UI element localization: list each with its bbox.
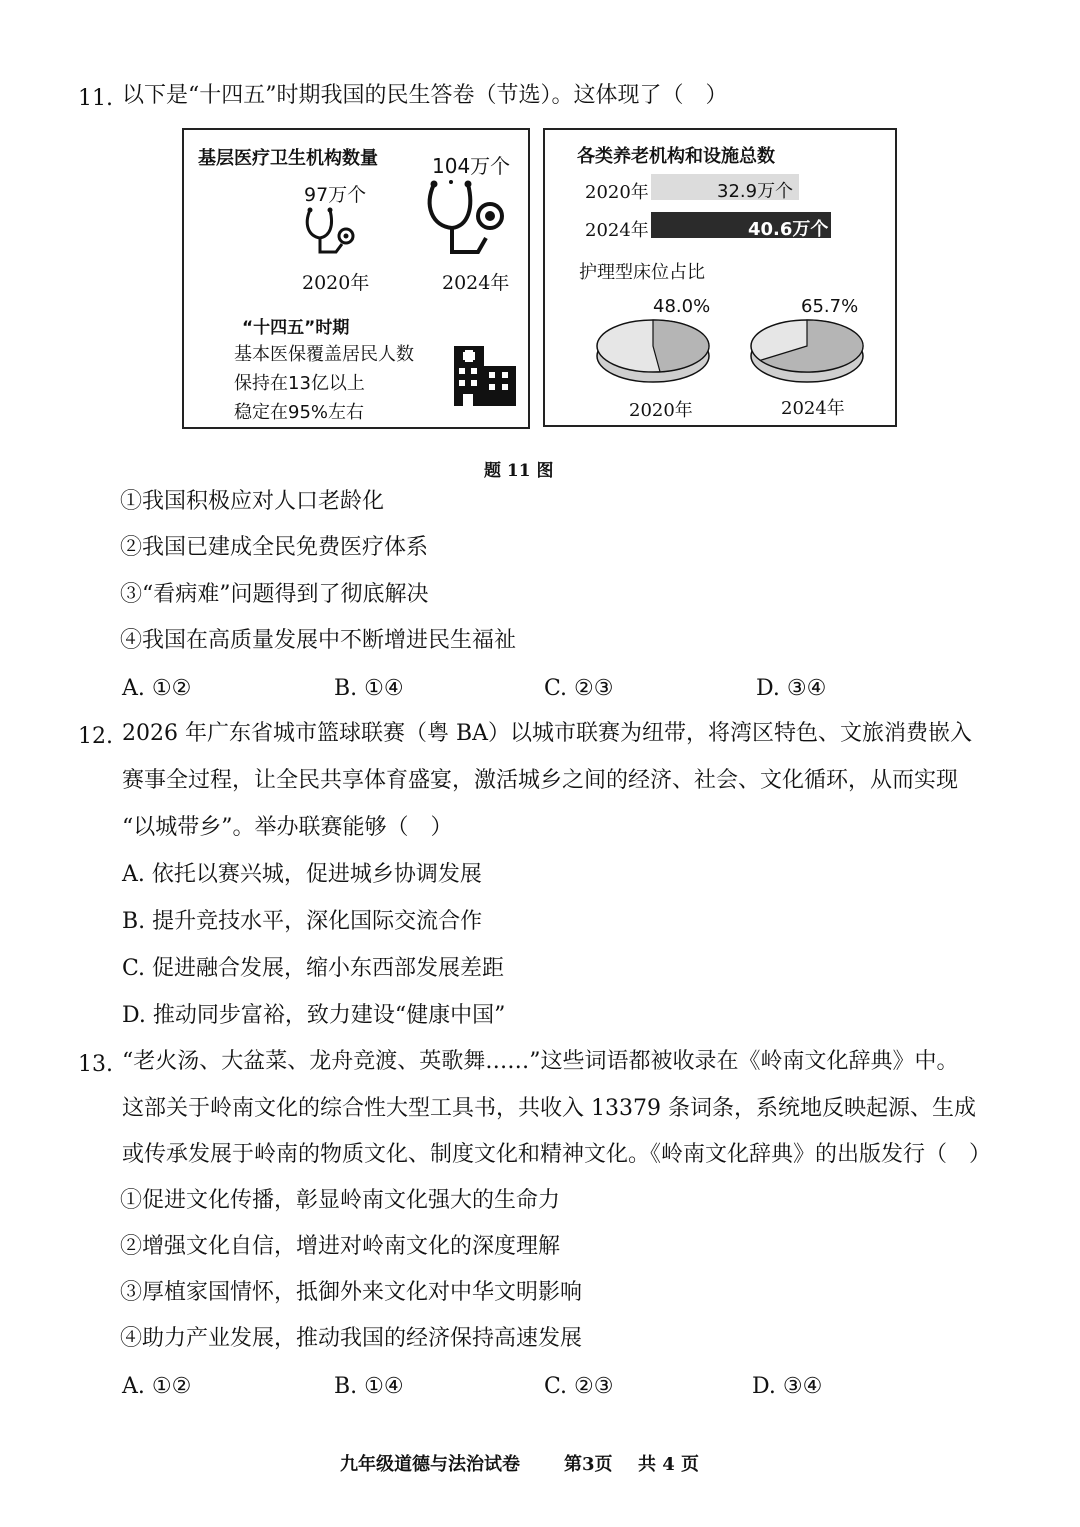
nursing-bed-title: 护理型床位占比 <box>579 262 705 283</box>
elderly-2024-year: 2024年 <box>585 220 649 241</box>
clinic-count-title: 基层医疗卫生机构数量 <box>198 148 378 169</box>
q11-figure-left-panel <box>182 128 530 429</box>
q13-number: 13. <box>78 1052 113 1077</box>
elderly-care-title: 各类养老机构和设施总数 <box>577 146 775 167</box>
q13-stem-line3: 或传承发展于岭南的物质文化、制度文化和精神文化。《岭南文化辞典》的出版发行（ ） <box>122 1142 992 1167</box>
q11-option-a: A. ①② <box>122 676 192 701</box>
q13-option-a: A. ①② <box>122 1374 192 1399</box>
q12-option-a: A. 依托以赛兴城，促进城乡协调发展 <box>122 862 482 887</box>
insurance-line3: 稳定在95%左右 <box>234 402 365 423</box>
q11-statement-3: ③“看病难”问题得到了彻底解决 <box>120 582 429 607</box>
footer-subject: 九年级道德与法治试卷 <box>340 1454 520 1475</box>
footer-page: 第3页 <box>564 1454 613 1475</box>
stethoscope-large-icon <box>424 178 510 260</box>
pie-2020-year: 2020年 <box>629 400 693 421</box>
insurance-line2: 保持在13亿以上 <box>234 373 365 394</box>
q13-statement-4: ④助力产业发展，推动我国的经济保持高速发展 <box>120 1326 583 1351</box>
stethoscope-small-icon <box>302 204 362 264</box>
q11-figure-right-panel <box>543 128 897 427</box>
q12-option-b: B. 提升竞技水平，深化国际交流合作 <box>122 909 483 934</box>
pie-2024-percent: 65.7% <box>801 296 859 317</box>
pie-2024-year: 2024年 <box>781 398 845 419</box>
period-label: “十四五”时期 <box>242 318 350 338</box>
q12-option-c: C. 促进融合发展，缩小东西部发展差距 <box>122 956 505 981</box>
q12-stem-line2: 赛事全过程，让全民共享体育盛宴，激活城乡之间的经济、社会、文化循环，从而实现 <box>122 768 959 793</box>
q11-option-d: D. ③④ <box>756 676 827 701</box>
q12-stem-line3: “以城带乡”。举办联赛能够（ ） <box>122 815 453 840</box>
elderly-2020-value: 32.9万个 <box>717 181 794 202</box>
elderly-2024-value: 40.6万个 <box>748 219 829 240</box>
hospital-building-icon <box>452 344 518 408</box>
q11-statement-1: ①我国积极应对人口老龄化 <box>120 489 385 514</box>
q13-option-c: C. ②③ <box>544 1374 614 1399</box>
q11-number: 11. <box>78 86 113 111</box>
elderly-2020-year: 2020年 <box>585 182 649 203</box>
insurance-line1: 基本医保覆盖居民人数 <box>234 344 414 365</box>
q13-statement-3: ③厚植家国情怀，抵御外来文化对中华文明影响 <box>120 1280 583 1305</box>
clinic-2024-value: 104万个 <box>432 154 511 178</box>
q13-option-d: D. ③④ <box>752 1374 823 1399</box>
q11-statement-2: ②我国已建成全民免费医疗体系 <box>120 535 429 560</box>
clinic-year-2024: 2024年 <box>442 272 510 294</box>
q12-option-d: D. 推动同步富裕，致力建设“健康中国” <box>122 1003 506 1028</box>
clinic-year-2020: 2020年 <box>302 272 370 294</box>
q13-stem-line2: 这部关于岭南文化的综合性大型工具书，共收入 13379 条词条，系统地反映起源、生成 <box>122 1096 976 1121</box>
footer-total: 共 4 页 <box>638 1454 700 1475</box>
nursing-pie-charts <box>585 318 875 390</box>
q11-statement-4: ④我国在高质量发展中不断增进民生福祉 <box>120 628 517 653</box>
q13-stem-line1: “老火汤、大盆菜、龙舟竞渡、英歌舞……”这些词语都被收录在《岭南文化辞典》中。 <box>122 1049 959 1074</box>
q11-option-b: B. ①④ <box>334 676 404 701</box>
q13-option-b: B. ①④ <box>334 1374 404 1399</box>
clinic-2020-value: 97万个 <box>304 184 367 206</box>
q11-option-c: C. ②③ <box>544 676 614 701</box>
figure-caption: 题 11 图 <box>484 461 554 481</box>
q13-statement-1: ①促进文化传播，彰显岭南文化强大的生命力 <box>120 1188 561 1213</box>
q12-stem-line1: 2026 年广东省城市篮球联赛（粤 BA）以城市联赛为纽带，将湾区特色、文旅消费嵌入 <box>122 721 973 746</box>
q13-statement-2: ②增强文化自信，增进对岭南文化的深度理解 <box>120 1234 561 1259</box>
pie-2020-percent: 48.0% <box>653 296 711 317</box>
q12-number: 12. <box>78 724 113 749</box>
q11-stem: 以下是“十四五”时期我国的民生答卷（节选）。这体现了（ ） <box>122 83 728 108</box>
